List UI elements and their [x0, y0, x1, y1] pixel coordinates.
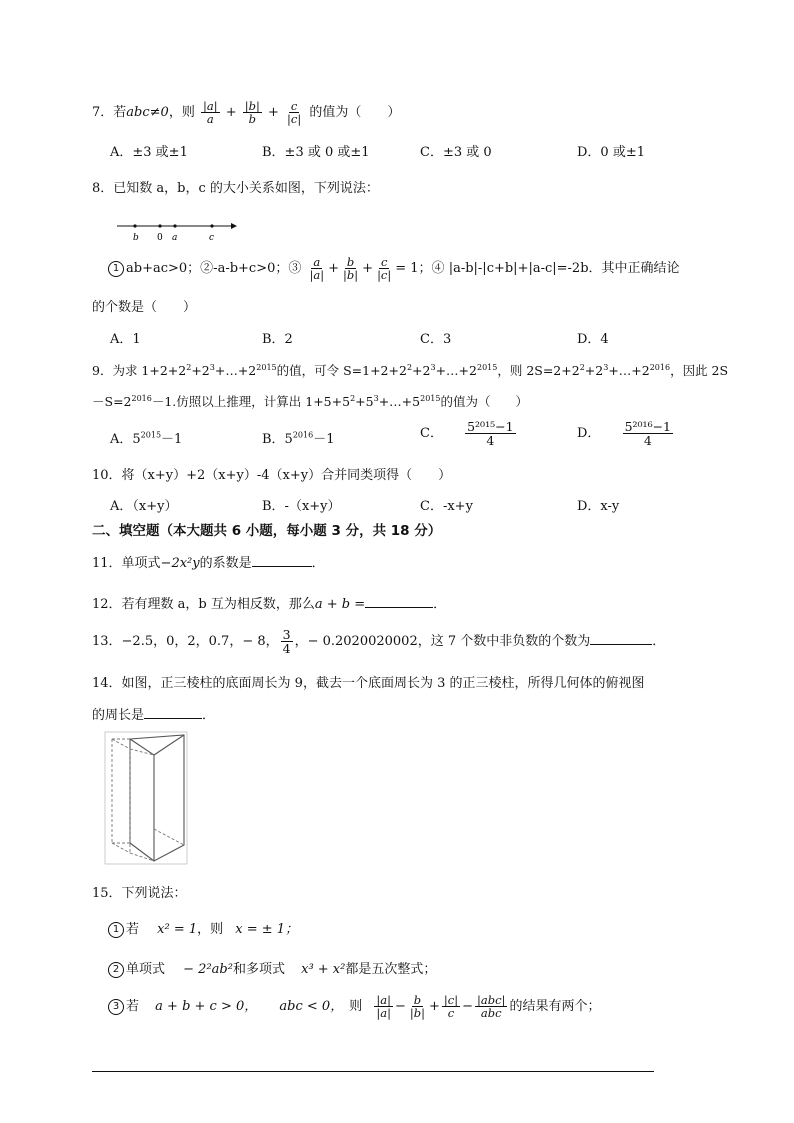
- q10-option-a: A．（x+y）: [110, 499, 178, 514]
- circled-1: 1: [108, 922, 124, 938]
- q13: 13．−2.5，0，2，0.7，− 8， $\frac{3}{4}$ ，− 0.2020020002，这 7 个数中非负数的个数为 ．: [92, 627, 666, 657]
- q14-line-2: 的周长是 ．: [92, 708, 216, 723]
- q9-line-2: $-S=2^{2016}-1$.仿照以上推理，计算出 $1+5+5^2+5^3+\dots+5^{2015}$的值为（ ）: [92, 393, 528, 409]
- numberline-label-b: b: [133, 233, 139, 242]
- q11: 11．单项式−2x²y的系数是 ．: [92, 556, 325, 571]
- q12-answer-blank[interactable]: [365, 595, 433, 608]
- q8-statement-tail: = 1；④ |a-b|-|c+b|+|a-c|=-2b．其中正确结论: [395, 261, 680, 277]
- q8-s3-fraction-1: $\frac{a}{|a|}$: [309, 255, 325, 283]
- q9-option-c-fraction: $\frac{\text{5²⁰¹⁵−1}}{4}$: [467, 419, 514, 449]
- q15-s3-fraction-4: $\frac{\text{|abc|}}{\text{abc}}$: [477, 993, 506, 1021]
- q8-statement-2: ；②-a-b+c>0；③: [187, 261, 302, 277]
- q12: 12．若有理数 a，b 互为相反数，那么a + b = ．: [92, 597, 447, 612]
- q7-option-a: A．±3 或±1: [110, 145, 188, 160]
- circled-2: 2: [108, 962, 124, 978]
- prism-figure: [104, 731, 188, 865]
- numberline-label-c: c: [209, 233, 215, 242]
- circled-3: 3: [108, 999, 124, 1015]
- q8-s3-fraction-3: $\frac{c}{|c|}$: [377, 255, 392, 283]
- q8-option-c: C．3: [420, 332, 452, 347]
- q8-s3-fraction-2: $\frac{b}{|b|}$: [343, 255, 359, 283]
- q10-option-d: D．x-y: [577, 499, 620, 514]
- circled-1: 1: [108, 261, 124, 277]
- q8-question-end: 的个数是（ ）: [92, 300, 197, 315]
- numberline-label-0: 0: [157, 233, 163, 242]
- q8-statements: 1 ab+ac>0；②-a-b+c>0；③ $\frac{a}{|a|}$ + $\frac{b}{|b|}$ + $\frac{c}{|c|}$ = 1；④ |a-b|-|c+b|+|a-c|=-2b．其中正确结论: [108, 256, 680, 281]
- q7-option-b: B．±3 或 0 或±1: [262, 145, 370, 160]
- q10-option-c: C．-x+y: [420, 499, 473, 514]
- q15-s3-fraction-1: $\frac{|a|}{|a|}$: [376, 993, 391, 1021]
- q9-option-d: D． $\frac{\text{5²⁰¹⁶−1}}{4}$: [577, 419, 672, 449]
- q7-option-d: D．0 或±1: [577, 145, 645, 160]
- q9-option-a: A．$5^{2015}-1$: [110, 430, 183, 447]
- q15-statement-1: 1 若 x² = 1，则 x = ± 1；: [108, 918, 298, 938]
- q8-option-a: A．1: [110, 332, 141, 347]
- q14-line-1: 14．如图，正三棱柱的底面周长为 9，截去一个底面周长为 3 的正三棱柱，所得几何体的俯视图: [92, 676, 645, 691]
- q15-statement-3: 3 若 a + b + c > 0， abc < 0， 则 $\frac{|a|}{|a|}$ − $\frac{b}{|b|}$ + $\frac{|c|}{c}$ − $\frac{\text{|abc|}}{\text{abc}}$ 的结果有两个；: [108, 994, 600, 1019]
- q9-option-b: B．$5^{2016}-1$: [262, 430, 335, 447]
- q7-option-c: C．±3 或 0: [420, 145, 492, 160]
- q7-mid: ，则: [168, 105, 195, 121]
- q15-statement-2: 2 单项式 − 2²ab²和多项式 x³ + x²都是五次整式；: [108, 958, 436, 978]
- q7-fraction-2: $\frac{|b|}{b}$: [244, 99, 260, 127]
- q8-number-line: [115, 218, 240, 242]
- section-2-title: 二、填空题（本大题共 6 小题，每小题 3 分，共 18 分）: [92, 523, 442, 539]
- q15-s3-fraction-3: $\frac{|c|}{c}$: [443, 993, 459, 1021]
- q7-prefix: 7．若: [92, 105, 127, 121]
- q11-answer-blank[interactable]: [252, 554, 312, 567]
- q13-answer-blank[interactable]: [590, 632, 652, 645]
- q9-option-d-fraction: $\frac{\text{5²⁰¹⁶−1}}{4}$: [624, 419, 672, 449]
- q12-expression: a + b =: [314, 597, 366, 612]
- q8-option-d: D．4: [577, 332, 609, 347]
- q7-stem: 7．若abc≠0，则 $\frac{|a|}{a}$ + $\frac{|b|}{b}$ + $\frac{c}{|c|}$ 的值为（ ）: [92, 99, 401, 127]
- q8-option-b: B．2: [262, 332, 293, 347]
- q14-answer-blank[interactable]: [144, 706, 202, 719]
- q7-condition: abc≠0: [126, 105, 169, 121]
- numberline-label-a: a: [172, 233, 178, 242]
- q15-title: 15．下列说法：: [92, 886, 187, 901]
- q15-s3-fraction-2: $\frac{b}{|b|}$: [409, 993, 425, 1021]
- q10-stem: 10．将（x+y）+2（x+y）-4（x+y）合并同类项得（ ）: [92, 468, 452, 483]
- q7-fraction-1: $\frac{|a|}{a}$: [202, 99, 218, 127]
- q8-statement-1: ab+ac>0: [126, 261, 188, 277]
- footer-divider: [92, 1071, 654, 1072]
- q7-fraction-3: $\frac{c}{|c|}$: [287, 99, 302, 127]
- q9-option-c: C． $\frac{\text{5²⁰¹⁵−1}}{4}$: [420, 419, 514, 449]
- q9-line-1: 9．为求 $1+2+2^2+2^3+\dots+2^{2015}$的值，可令 $S=1+2+2^2+2^3+\dots+2^{2015}$，则 $2S=2+2^2+2^3+\dots+2^{2016}$，因此 2S: [92, 362, 729, 378]
- q13-fraction: $\frac{3}{4}$: [282, 627, 291, 657]
- q7-suffix: 的值为（ ）: [309, 105, 401, 121]
- q8-stem: 8．已知数 a，b，c 的大小关系如图，下列说法：: [92, 181, 379, 196]
- q11-expression: −2x²y: [160, 556, 200, 571]
- q10-option-b: B．-（x+y）: [262, 499, 341, 514]
